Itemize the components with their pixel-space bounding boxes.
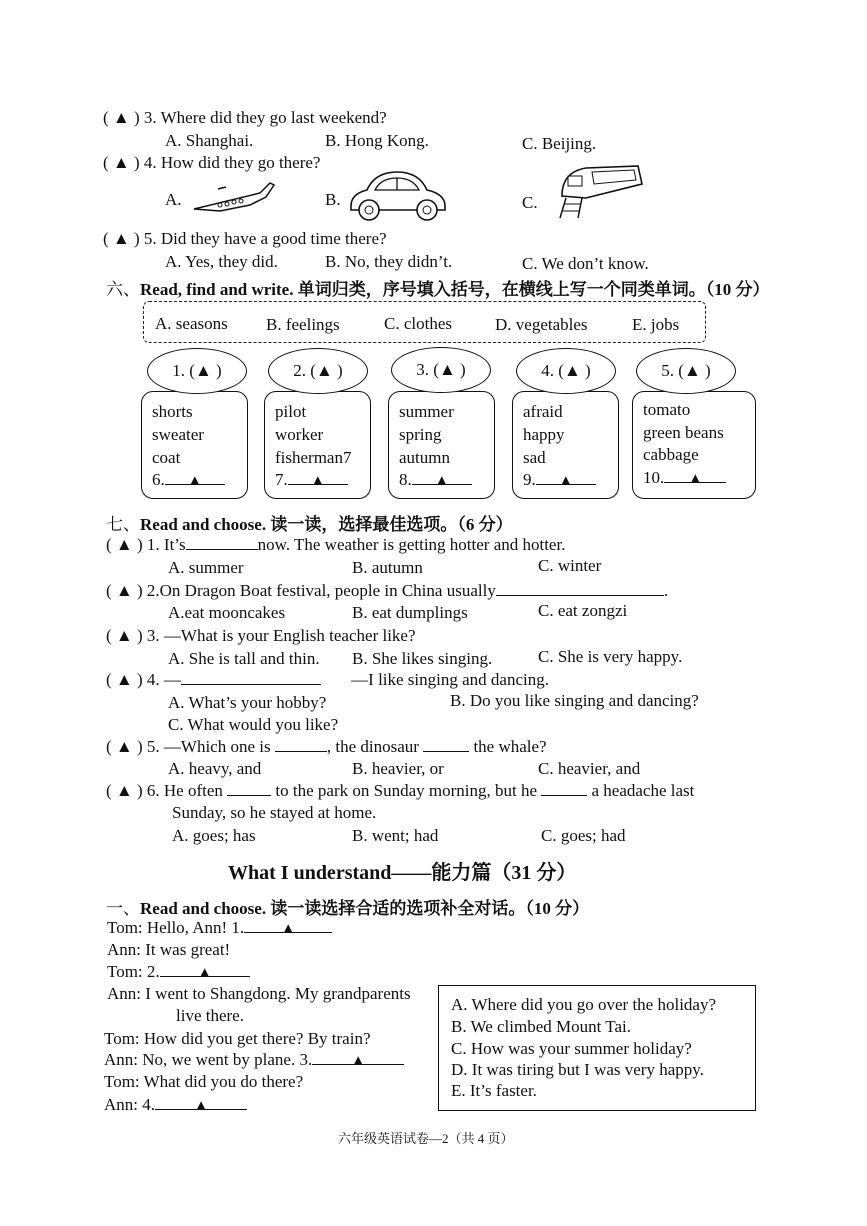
s7-question-5: ( ▲ ) 5. —Which one is , the dinosaur the whale? xyxy=(106,737,547,756)
question-4 xyxy=(103,153,320,173)
train-icon xyxy=(556,160,646,220)
page-footer: 六年级英语试卷—2（共 4 页） xyxy=(338,1131,514,1146)
plane-icon xyxy=(190,175,275,217)
word: coat xyxy=(152,448,181,467)
answer-blank xyxy=(227,781,271,796)
heading-chinese: 读一读，选择最佳选项。（6 分） xyxy=(270,515,513,534)
option-a: A. heavy, and xyxy=(168,759,262,778)
question-number: ( ▲ ) 3. xyxy=(106,626,160,645)
option-c: C. xyxy=(522,193,538,212)
question-text: Did they have a good time there? xyxy=(160,229,387,248)
question-number: ( ▲ ) 6. xyxy=(106,781,160,800)
answer-blank xyxy=(186,535,258,550)
heading-number: 六、 xyxy=(106,280,140,299)
word: cabbage xyxy=(643,445,699,464)
dialogue-line-2: Ann: It was great! xyxy=(107,940,231,959)
dialogue-line-1: Tom: Hello, Ann! 1. ▲ xyxy=(107,918,332,938)
answer-blank: ▲ xyxy=(244,918,332,933)
word: afraid xyxy=(523,402,563,421)
answer-blank-10: 10. ▲ xyxy=(643,468,726,488)
category-box-4 xyxy=(512,391,619,499)
question-text: It’s xyxy=(163,535,186,554)
option-c: C. winter xyxy=(538,556,602,575)
dialogue-line-4: Ann: I went to Shangdong. My grandparents xyxy=(107,984,411,1003)
choice: C. How was your summer holiday? xyxy=(451,1039,692,1058)
part-1-heading xyxy=(106,894,589,919)
category-label-2: 2. (▲ ) xyxy=(268,348,368,394)
word: worker xyxy=(275,425,324,444)
option-a: A. She is tall and thin. xyxy=(168,649,320,668)
word: fisherman7 xyxy=(275,448,352,467)
option-a: A. Shanghai. xyxy=(165,131,254,150)
option-b: B. xyxy=(325,190,341,209)
choice: A. Where did you go over the holiday? xyxy=(451,995,717,1014)
option-b: B. went; had xyxy=(352,826,439,845)
option-a: A. What’s your hobby? xyxy=(168,693,327,712)
option-b: B. autumn xyxy=(352,558,423,577)
question-text: How did they go there? xyxy=(160,153,321,172)
option-b: B. She likes singing. xyxy=(352,649,493,668)
word: spring xyxy=(399,425,442,444)
answer-blank xyxy=(541,781,587,796)
heading-chinese: 读一读选择合适的选项补全对话。（10 分） xyxy=(270,899,590,918)
option-a: A.eat mooncakes xyxy=(168,603,286,622)
answer-blank-9: 9. ▲ xyxy=(523,470,596,490)
word: sweater xyxy=(152,425,204,444)
word: tomato xyxy=(643,400,691,419)
option-c: C. Beijing. xyxy=(522,134,597,153)
option-c: C. We don’t know. xyxy=(522,254,649,273)
option-a: A. xyxy=(165,190,182,209)
option-b: B. Do you like singing and dancing? xyxy=(450,691,699,710)
answer-blank-7: 7. ▲ xyxy=(275,470,348,490)
s7-question-6: ( ▲ ) 6. He often to the park on Sunday morning, but he a headache last xyxy=(106,781,695,800)
option-c: C. goes; had xyxy=(541,826,626,845)
category-label-5: 5. (▲ ) xyxy=(636,348,736,394)
word: sad xyxy=(523,448,546,467)
dialogue-line-3: Tom: 2. ▲ xyxy=(107,962,250,982)
answer-blank-8: 8. ▲ xyxy=(399,470,472,490)
option-b: B. eat dumplings xyxy=(352,603,468,622)
option-c: C. heavier, and xyxy=(538,759,641,778)
question-text: On Dragon Boat festival, people in China usually xyxy=(159,581,496,600)
choice: B. We climbed Mount Tai. xyxy=(451,1017,632,1036)
option-c: C. What would you like? xyxy=(168,715,339,734)
dialogue-line-8: Tom: What did you do there? xyxy=(104,1072,304,1091)
answer-blank xyxy=(181,670,321,685)
category-box-1 xyxy=(141,391,248,499)
question-number: ( ▲ ) 1. xyxy=(106,535,160,554)
dialogue-line-7: Ann: No, we went by plane. 3. ▲ xyxy=(104,1050,404,1070)
answer-blank xyxy=(496,581,664,596)
word: summer xyxy=(399,402,454,421)
category-box-3 xyxy=(388,391,495,499)
category-label-3: 3. (▲ ) xyxy=(391,347,491,393)
option-c: C. She is very happy. xyxy=(538,647,683,666)
word: green beans xyxy=(643,423,724,442)
s7-question-2: ( ▲ ) 2.On Dragon Boat festival, people in China usually . xyxy=(106,581,669,600)
question-text: —What is your English teacher like? xyxy=(163,626,416,645)
answer-blank: ▲ xyxy=(312,1050,404,1065)
heading-number: 一、 xyxy=(106,899,140,918)
dialogue-line-6: Tom: How did you get there? By train? xyxy=(104,1029,371,1048)
answer-blank xyxy=(423,737,469,752)
word-bank-option: E. jobs xyxy=(632,315,680,334)
heading-english: Read and choose. xyxy=(140,899,267,918)
question-text: Where did they go last weekend? xyxy=(160,108,387,127)
choices-box xyxy=(438,985,756,1111)
option-b: B. No, they didn’t. xyxy=(325,252,453,271)
ability-section-title: What I understand——能力篇（31 分） xyxy=(228,862,577,884)
answer-blank: ▲ xyxy=(160,962,250,977)
word-bank-option: D. vegetables xyxy=(495,315,588,334)
option-b: B. Hong Kong. xyxy=(325,131,429,150)
question-number: ( ▲ ) 5. xyxy=(106,737,160,756)
question-3 xyxy=(103,108,387,128)
s7-question-3 xyxy=(106,626,416,646)
category-box-5 xyxy=(632,391,756,499)
question-text: now. The weather is getting hotter and hotter. xyxy=(257,535,566,554)
heading-english: Read, find and write. xyxy=(140,280,294,299)
question-text-line-2: Sunday, so he stayed at home. xyxy=(172,803,377,822)
heading-number: 七、 xyxy=(106,515,140,534)
option-a: A. Yes, they did. xyxy=(165,252,278,271)
word-bank-option: A. seasons xyxy=(155,314,228,333)
s7-question-4: ( ▲ ) 4. — —I like singing and dancing. xyxy=(106,670,549,689)
section-6-heading xyxy=(106,275,769,300)
option-c: C. eat zongzi xyxy=(538,601,628,620)
question-number: ( ▲ ) 5. xyxy=(103,229,157,248)
answer-blank xyxy=(275,737,327,752)
word-bank-option: C. clothes xyxy=(384,314,452,333)
question-number: ( ▲ ) 4. xyxy=(106,670,160,689)
car-icon xyxy=(345,166,450,226)
word: shorts xyxy=(152,402,193,421)
choice: D. It was tiring but I was very happy. xyxy=(451,1060,704,1079)
answer-blank-6: 6. ▲ xyxy=(152,470,225,490)
question-5 xyxy=(103,229,387,249)
choice: E. It’s faster. xyxy=(451,1081,537,1100)
s7-question-1 xyxy=(106,535,565,555)
word: pilot xyxy=(275,402,307,421)
option-a: A. goes; has xyxy=(172,826,256,845)
category-label-4: 4. (▲ ) xyxy=(516,348,616,394)
word: autumn xyxy=(399,448,450,467)
word-bank-option: B. feelings xyxy=(266,315,340,334)
heading-english: Read and choose. xyxy=(140,515,267,534)
heading-chinese: 单词归类，序号填入括号，在横线上写一个同类单词。（10 分） xyxy=(297,280,770,299)
question-text: —I like singing and dancing. xyxy=(351,670,549,689)
question-number: ( ▲ ) 4. xyxy=(103,153,157,172)
section-7-heading xyxy=(106,510,513,535)
question-number: ( ▲ ) 2. xyxy=(106,581,160,600)
category-box-2 xyxy=(264,391,371,499)
question-number: ( ▲ ) 3. xyxy=(103,108,157,127)
category-label-1: 1. (▲ ) xyxy=(147,348,247,394)
dialogue-line-5: live there. xyxy=(176,1006,244,1025)
answer-blank: ▲ xyxy=(155,1095,247,1110)
word: happy xyxy=(523,425,565,444)
dialogue-line-9: Ann: 4. ▲ xyxy=(104,1095,247,1115)
option-a: A. summer xyxy=(168,558,244,577)
option-b: B. heavier, or xyxy=(352,759,444,778)
